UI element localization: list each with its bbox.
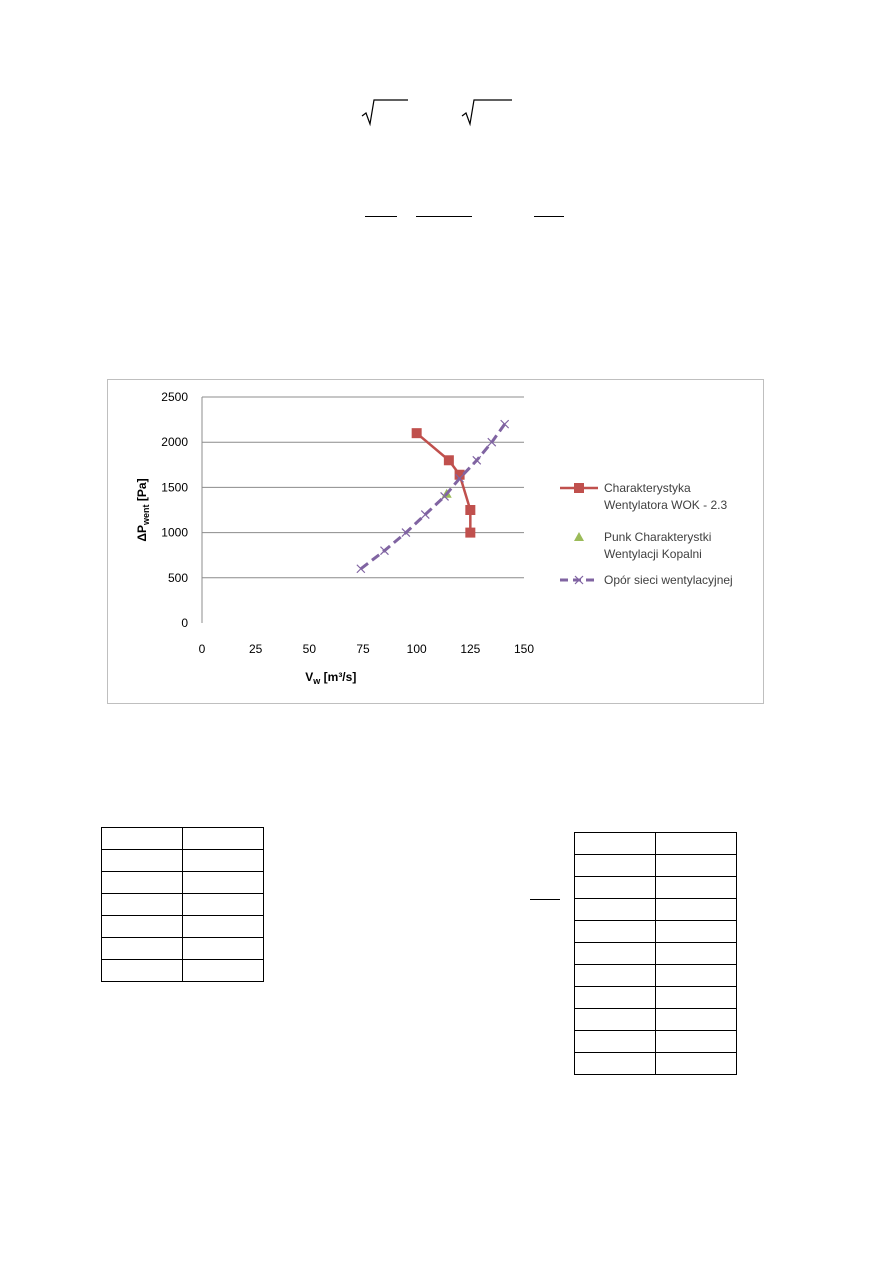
table-cell [656,1053,737,1075]
table-row [575,899,737,921]
legend-marker [574,532,584,541]
chart-frame [107,379,764,704]
data-point-series-1 [465,505,475,515]
legend-label: Punk Charakterystki [604,530,712,544]
formula-sqrt-right [460,96,514,128]
table-cell [102,960,183,982]
y-tick-label: 2500 [161,390,188,404]
table-cell [183,938,264,960]
table-cell [575,987,656,1009]
legend-label: Opór sieci wentylacyjnej [604,573,733,587]
table-row [575,833,737,855]
table-row [575,1053,737,1075]
table-cell [575,877,656,899]
table-cell [656,965,737,987]
y-tick-label: 1000 [161,525,188,540]
data-point-series-3 [473,456,481,464]
x-tick-label: 150 [513,642,535,656]
table-row [102,960,264,982]
chart [108,380,763,703]
legend-label: Charakterystyka [604,481,691,495]
formula-sqrt-left [360,96,410,128]
legend-marker [574,483,584,493]
data-point-series-1 [465,528,475,538]
table-row [102,916,264,938]
table-row [575,921,737,943]
table-cell [102,916,183,938]
data-point-series-3 [357,565,365,573]
table-cell [183,960,264,982]
table-row [575,855,737,877]
table-cell [656,943,737,965]
table-cell [575,921,656,943]
table-cell [575,1053,656,1075]
x-tick-label: 25 [248,642,263,656]
y-tick-label: 0 [181,616,188,630]
table-cell [575,1031,656,1053]
table-cell [656,877,737,899]
formula-fraction-bar [534,216,564,217]
x-tick-label: 0 [198,642,206,656]
table-row [575,1009,737,1031]
x-tick-label: 125 [460,642,481,656]
table-row [575,987,737,1009]
y-axis-title: $\Delta P_{went}$ [Pa] [135,478,151,542]
table-cell [102,894,183,916]
table-row [102,850,264,872]
table-cell [183,828,264,850]
table-cell [183,894,264,916]
table-cell [656,921,737,943]
table-cell [656,899,737,921]
formula-fraction-bar [530,899,560,900]
table-row [102,938,264,960]
data-point-series-1 [412,428,422,438]
table-row [102,894,264,916]
table-cell [102,872,183,894]
table-cell [183,916,264,938]
table-row [102,828,264,850]
table-cell [183,850,264,872]
legend-entry-2 [574,530,711,561]
table-cell [575,899,656,921]
table-cell [656,1031,737,1053]
table-cell [575,833,656,855]
y-tick-label: 500 [167,570,188,585]
table-cell [656,833,737,855]
table-cell [575,1009,656,1031]
formula-fraction-bar [416,216,472,217]
y-tick-label: 2000 [161,435,188,450]
table-cell [656,855,737,877]
table-row [575,965,737,987]
table-row [575,943,737,965]
x-tick-label: 75 [356,642,370,656]
x-tick-label: 100 [406,642,427,656]
x-axis-title: $V_w$ [m³/s] [305,670,357,686]
formula-fraction-bar [365,216,397,217]
table-cell [575,943,656,965]
x-tick-label: 50 [302,642,317,656]
data-point-series-3 [501,420,509,428]
y-tick-label: 1500 [161,480,188,495]
table-row [575,877,737,899]
legend-entry-3 [560,573,733,587]
table-cell [183,872,264,894]
series-line-1 [417,433,471,532]
legend-label: Wentylacji Kopalni [604,547,702,561]
table-cell [575,855,656,877]
data-point-series-3 [380,547,388,555]
table-row [575,1031,737,1053]
table-cell [575,965,656,987]
data-point-series-3 [421,511,429,519]
table-cell [102,850,183,872]
data-point-series-1 [444,455,454,465]
table-cell [102,938,183,960]
table-cell [656,1009,737,1031]
empty-table-left [101,827,264,982]
empty-table-right [574,832,737,1075]
table-row [102,872,264,894]
table-cell [102,828,183,850]
legend-entry-1 [560,481,727,512]
table-cell [656,987,737,1009]
legend-label: Wentylatora WOK - 2.3 [604,498,728,512]
